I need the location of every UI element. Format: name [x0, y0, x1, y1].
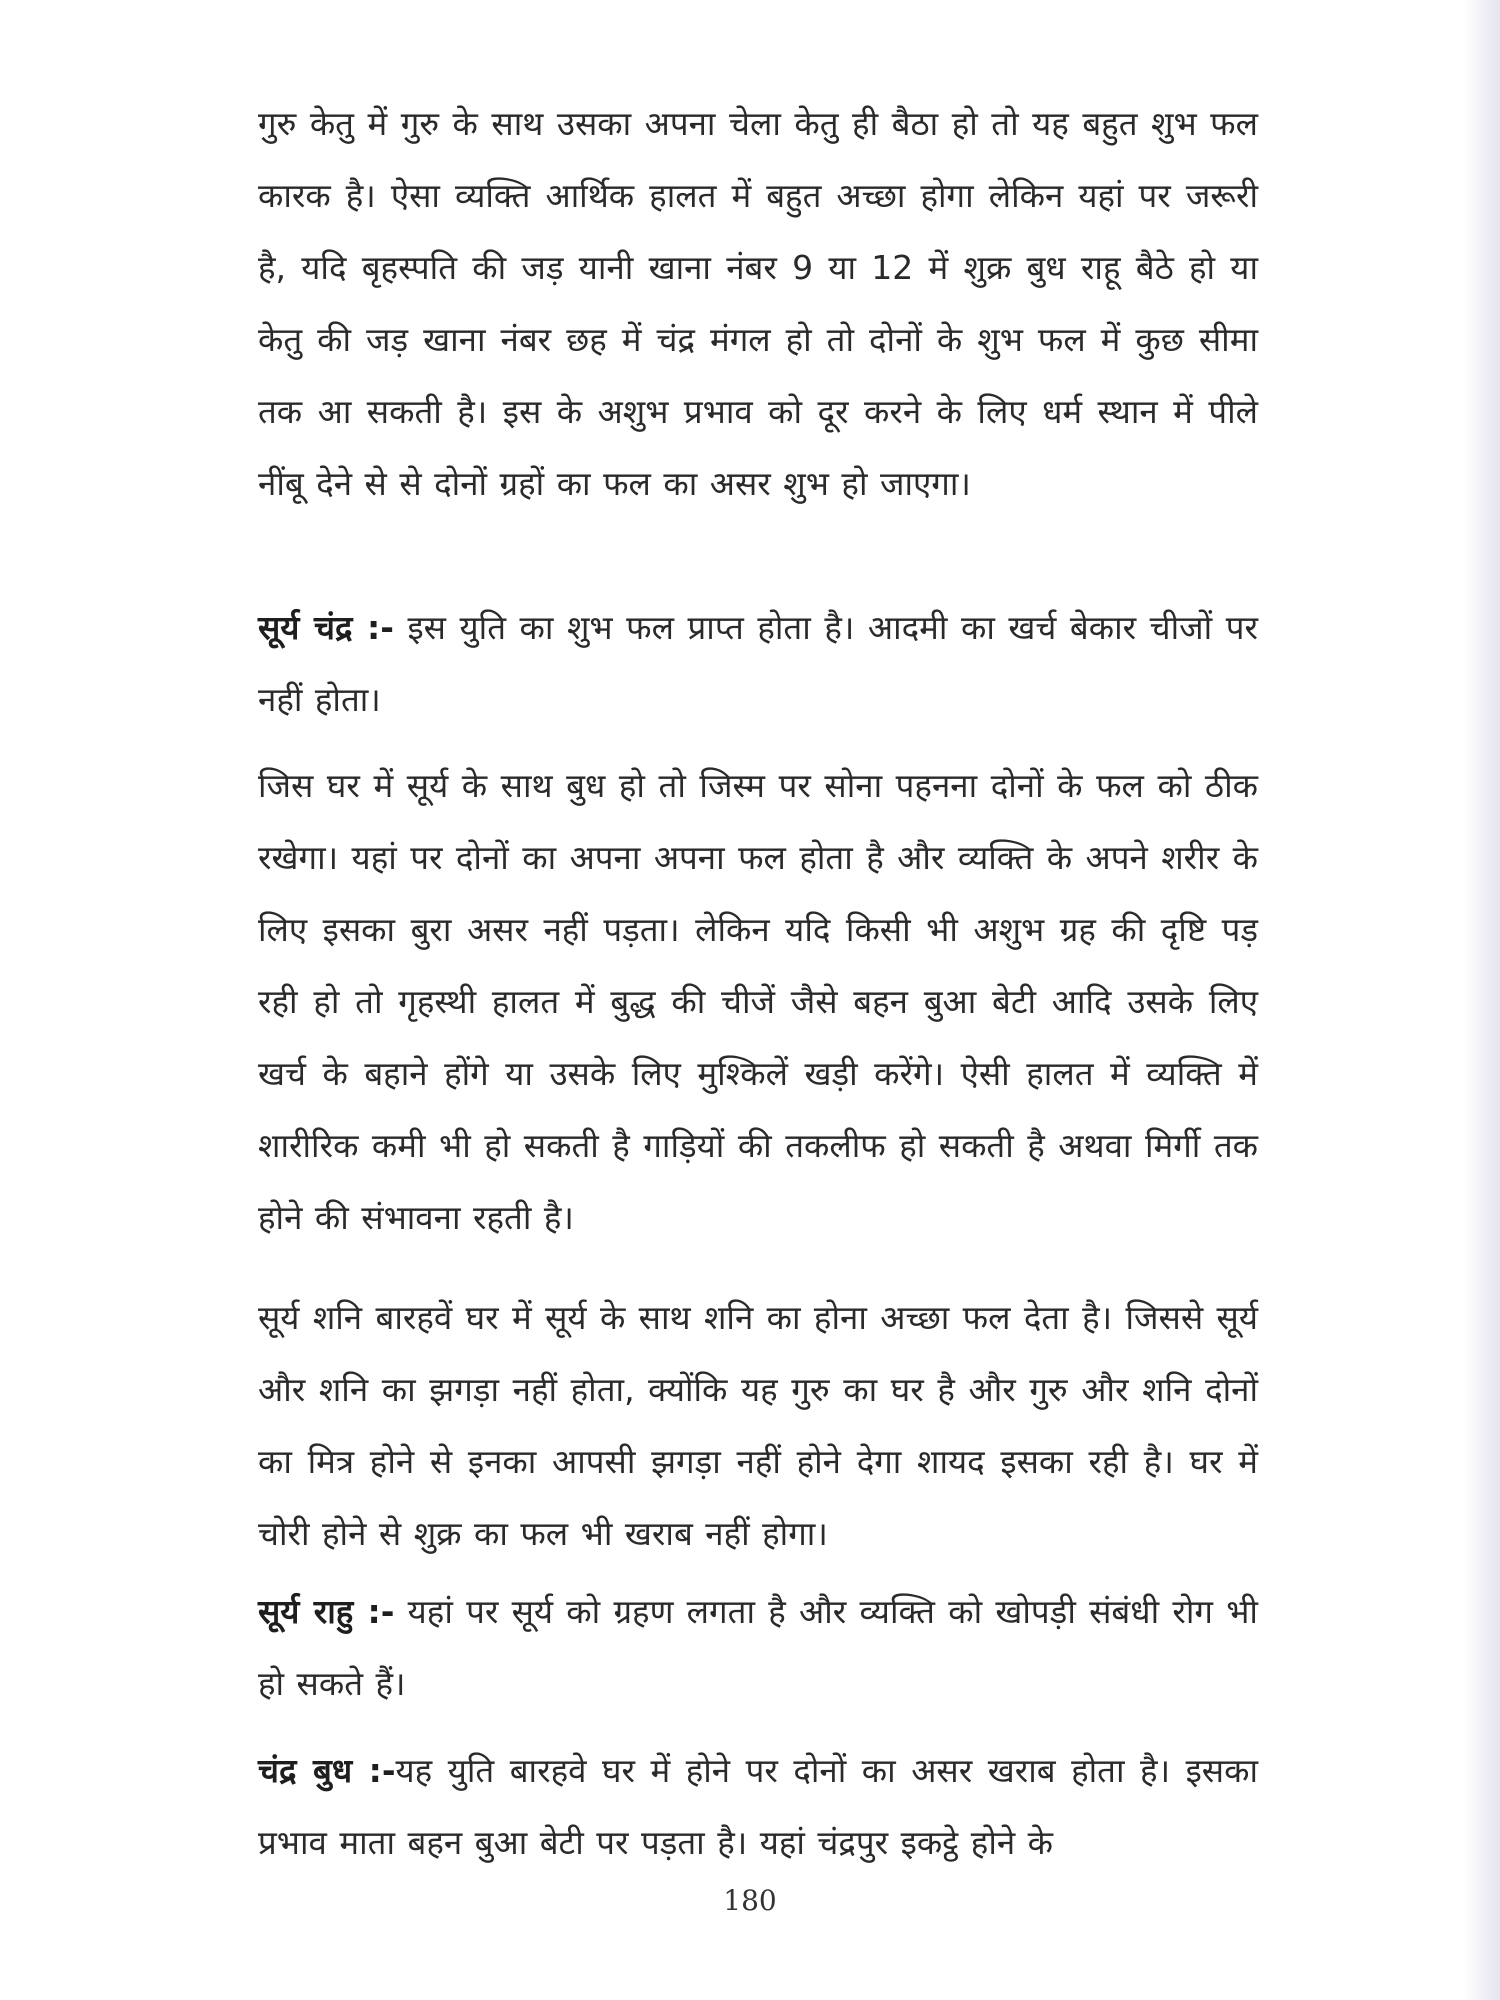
paragraph-chandra-budh	[258, 1735, 1258, 1879]
paragraph-guru-ketu	[258, 88, 1258, 520]
paragraph-surya-chandra	[258, 592, 1258, 736]
paragraph-surya-shani	[258, 1282, 1258, 1570]
paragraph-surya-budh	[258, 750, 1258, 1254]
paragraph-text: गुरु केतु में गुरु के साथ उसका अपना चेला केतु ही बैठा हो तो यह बहुत शुभ फल कारक है। ऐसा व्यक्ति आर्थिक हालत में बहुत अच्छा होगा लेकिन यहां पर जरूरी है, यदि बृहस्पति की जड़ यानी खाना नंबर 9 या 12 में शुक्र बुध राहू बैठे हो या केतु की जड़ खाना नंबर छह में चंद्र मंगल हो तो दोनों के शुभ फल में कुछ सीमा तक आ सकती है। इस के अशुभ प्रभाव को दूर करने के लिए धर्म स्थान में पीले नींबू देने से से दोनों ग्रहों का फल का असर शुभ हो जाएगा।	[258, 104, 1258, 503]
page-number: 180	[723, 1884, 777, 1917]
section-heading: सूर्य चंद्र :-	[258, 608, 394, 647]
paragraph-text: यहां पर सूर्य को ग्रहण लगता है और व्यक्ति को खोपड़ी संबंधी रोग भी हो सकते हैं।	[258, 1592, 1258, 1703]
paragraph-text: इस युति का शुभ फल प्राप्त होता है। आदमी का खर्च बेकार चीजों पर नहीं होता।	[258, 608, 1259, 719]
paragraph-surya-rahu	[258, 1576, 1258, 1720]
paragraph-text: जिस घर में सूर्य के साथ बुध हो तो जिस्म पर सोना पहनना दोनों के फल को ठीक रखेगा। यहां पर दोनों का अपना अपना फल होता है और व्यक्ति के अपने शरीर के लिए इसका बुरा असर नहीं पड़ता। लेकिन यदि किसी भी अशुभ ग्रह की दृष्टि पड़ रही हो तो गृहस्थी हालत में बुद्ध की चीजें जैसे बहन बुआ बेटी आदि उसके लिए खर्च के बहाने होंगे या उसके लिए मुश्किलें खड़ी करेंगे। ऐसी हालत में व्यक्ति में शारीरिक कमी भी हो सकती है गाड़ियों की तकलीफ हो सकती है अथवा मिर्गी तक होने की संभावना रहती है।	[258, 766, 1258, 1237]
page-edge-shadow	[1464, 0, 1500, 2000]
section-heading: चंद्र बुध :-	[258, 1751, 396, 1790]
paragraph-text: सूर्य शनि बारहवें घर में सूर्य के साथ शनि का होना अच्छा फल देता है। जिससे सूर्य और शनि का झगड़ा नहीं होता, क्योंकि यह गुरु का घर है और गुरु और शनि दोनों का मित्र होने से इनका आपसी झगड़ा नहीं होने देगा शायद इसका रही है। घर में चोरी होने से शुक्र का फल भी खराब नहीं होगा।	[258, 1298, 1258, 1553]
section-heading: सूर्य राहु :-	[258, 1592, 395, 1631]
paragraph-text: यह युति बारहवे घर में होने पर दोनों का असर खराब होता है। इसका प्रभाव माता बहन बुआ बेटी पर पड़ता है। यहां चंद्रपुर इकट्ठे होने के	[258, 1751, 1258, 1862]
